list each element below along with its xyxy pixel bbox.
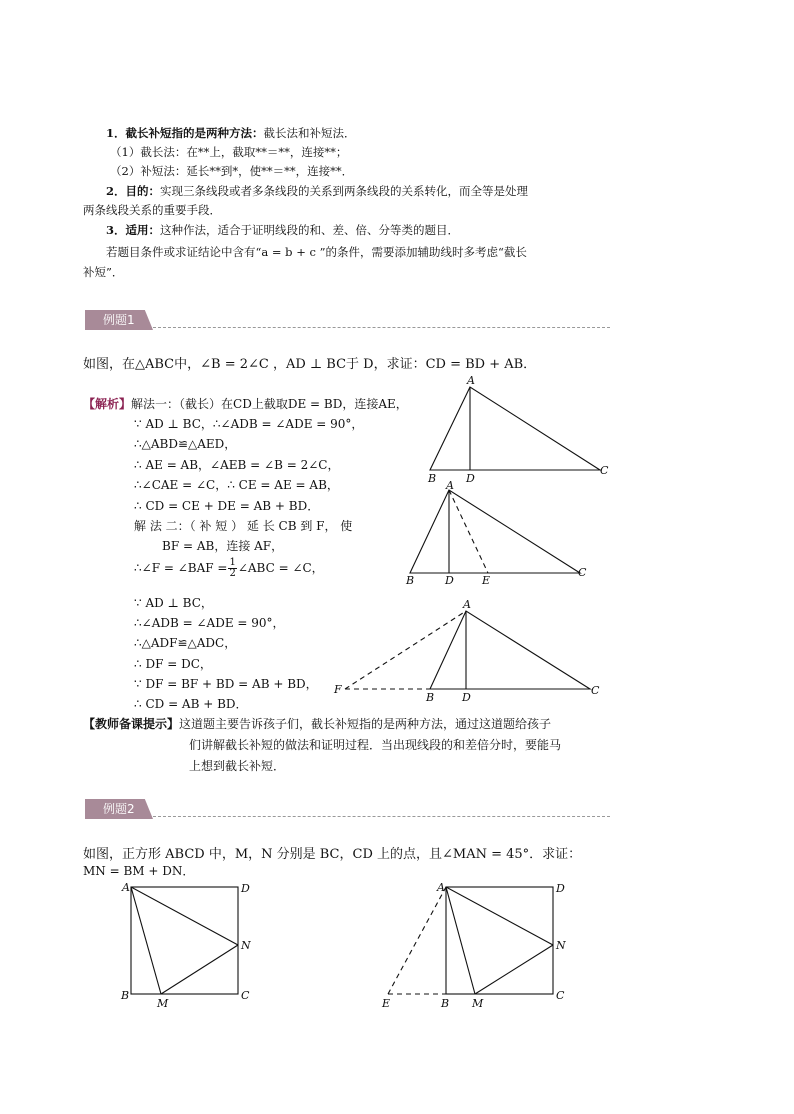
ex2-fig2-label-E: E: [382, 997, 391, 1010]
fig2-label-D: D: [445, 574, 454, 587]
example2-question-line1: 如图，正方形 ABCD 中，M，N 分别是 BC，CD 上的点，且∠MAN = 45°．求证：: [83, 847, 582, 862]
fig1-label-D: D: [466, 472, 475, 485]
m2-line8: ∵ DF = BF + BD = AB + BD，: [134, 677, 318, 691]
fig2-label-C: C: [578, 566, 587, 579]
ex2-fig2-label-A: A: [437, 881, 445, 894]
ex2-fig1-AM: [131, 887, 161, 994]
m1-line1: 解法一：（截长）在CD上截取DE = BD，连接AE，: [131, 397, 408, 411]
ex2-fig2-label-M: M: [472, 997, 484, 1010]
intro-p1-sub1: （1）截长法：在**上，截取**＝**，连接**；: [110, 145, 348, 159]
teacher-line1: 这道题主要告诉孩子们，截长补短指的是两种方法，通过这道题给孩子: [179, 717, 552, 731]
analysis-tag: 【解析】: [83, 397, 132, 411]
ex2-fig2-label-C: C: [556, 989, 565, 1002]
intro-p3-title: 3．适用：: [106, 223, 161, 237]
intro-p4-line1: 若题目条件或求证结论中含有“a = b + c ”的条件，需要添加辅助线时多考虑“截长: [106, 245, 527, 259]
intro-p4-line2: 补短”．: [83, 265, 124, 279]
teacher-tag: 【教师备课提示】: [83, 717, 180, 731]
intro-p2-line2: 两条线段关系的重要手段．: [83, 203, 221, 217]
fig3-label-C: C: [591, 684, 600, 697]
m2-line1: 解 法 二：（ 补 短 ） 延 长 CB 到 F， 使: [134, 519, 353, 533]
ex2-fig2-dashed-EA: [388, 887, 446, 994]
ex2-fig2-label-N: N: [556, 939, 566, 952]
ex2-figure1: [131, 887, 238, 994]
fig3-label-F: F: [334, 683, 342, 696]
example2-divider: [153, 816, 610, 817]
ex2-fig1-AN: [131, 887, 238, 945]
intro-p3-text: 这种作法，适合于证明线段的和、差、倍、分等类的题目．: [160, 223, 460, 237]
intro-p1-sub2: （2）补短法：延长**到*，使**＝**，连接**．: [110, 164, 354, 178]
m2-line6: ∴△ADF≌△ADC，: [134, 636, 237, 650]
m1-line3: ∴△ABD≌△AED，: [134, 437, 237, 451]
example1-question: 如图，在△ABC中，∠B = 2∠C ，AD ⊥ BC于 D，求证：CD = BD + AB．: [83, 357, 537, 372]
intro-p1-text: 截长法和补短法．: [263, 126, 356, 140]
m2-line9: ∴ CD = AB + BD．: [134, 697, 248, 711]
ex2-fig1-square: [131, 887, 238, 994]
m1-line5: ∴∠CAE = ∠C，∴ CE = AE = AB，: [134, 478, 339, 492]
ex2-fig1-label-B: B: [121, 989, 130, 1002]
teacher-line3: 上想到截长补短．: [189, 759, 286, 773]
ex2-fig1-label-A: A: [122, 881, 130, 894]
fig3-triangle: [430, 611, 590, 689]
frac-den: 2: [229, 568, 236, 579]
ex1-figure3: [345, 611, 590, 689]
ex1-figure1: [430, 387, 600, 470]
fig2-label-A: A: [446, 479, 454, 492]
ex2-fig2-MN: [475, 945, 553, 994]
m1-line4: ∴ AE = AB，∠AEB = ∠B = 2∠C，: [134, 458, 340, 472]
m2-line4: ∵ AD ⊥ BC，: [134, 596, 213, 610]
teacher-line2: 们讲解截长补短的做法和证明过程．当出现线段的和差倍分时，要能马: [189, 738, 562, 752]
frac-num: 1: [229, 557, 236, 568]
ex2-fig1-label-M: M: [157, 997, 169, 1010]
fig1-label-C: C: [600, 464, 609, 477]
fig1-triangle: [430, 387, 600, 470]
ex2-fig1-label-C: C: [241, 989, 250, 1002]
m1-line2: ∵ AD ⊥ BC，∴∠ADB = ∠ADE = 90°，: [134, 417, 364, 431]
ex2-fig1-label-N: N: [241, 939, 251, 952]
ex2-fig1-MN: [161, 945, 238, 994]
ex2-fig2-square: [446, 887, 553, 994]
fig2-label-E: E: [482, 574, 491, 587]
fig1-label-A: A: [467, 374, 475, 387]
fig3-label-D: D: [462, 691, 471, 704]
fig1-label-B: B: [428, 472, 437, 485]
m2-line3-pre: ∴∠F = ∠BAF =: [134, 561, 228, 575]
m1-line6: ∴ CD = CE + DE = AB + BD．: [134, 499, 320, 513]
example2-question-line2: MN = BM + DN．: [83, 864, 195, 878]
fig3-label-A: A: [463, 598, 471, 611]
fig2-label-B: B: [406, 574, 415, 587]
m2-line3-post: ∠ABC = ∠C，: [237, 561, 324, 575]
fig3-label-B: B: [426, 691, 435, 704]
ex1-figure2: [410, 490, 580, 573]
ex2-fig2-AM: [446, 887, 475, 994]
example2-label: 例题2: [103, 802, 135, 816]
intro-p1-title: 1．截长补短指的是两种方法：: [106, 126, 264, 140]
ex2-fig1-label-D: D: [241, 882, 250, 895]
intro-p2-title: 2．目的：: [106, 184, 161, 198]
m2-line2: BF = AB，连接 AF，: [162, 539, 284, 553]
ex2-fig2-AN: [446, 887, 553, 945]
intro-p2-text: 实现三条线段或者多条线段的关系到两条线段的关系转化，而全等是处理: [160, 184, 529, 198]
ex2-figure2: [388, 887, 553, 994]
m2-line7: ∴ DF = DC，: [134, 657, 212, 671]
ex2-fig2-label-D: D: [556, 882, 565, 895]
m2-line5: ∴∠ADB = ∠ADE = 90°，: [134, 616, 285, 630]
ex2-fig2-label-B: B: [441, 997, 450, 1010]
example1-label: 例题1: [103, 313, 135, 327]
fig2-triangle: [410, 490, 580, 573]
